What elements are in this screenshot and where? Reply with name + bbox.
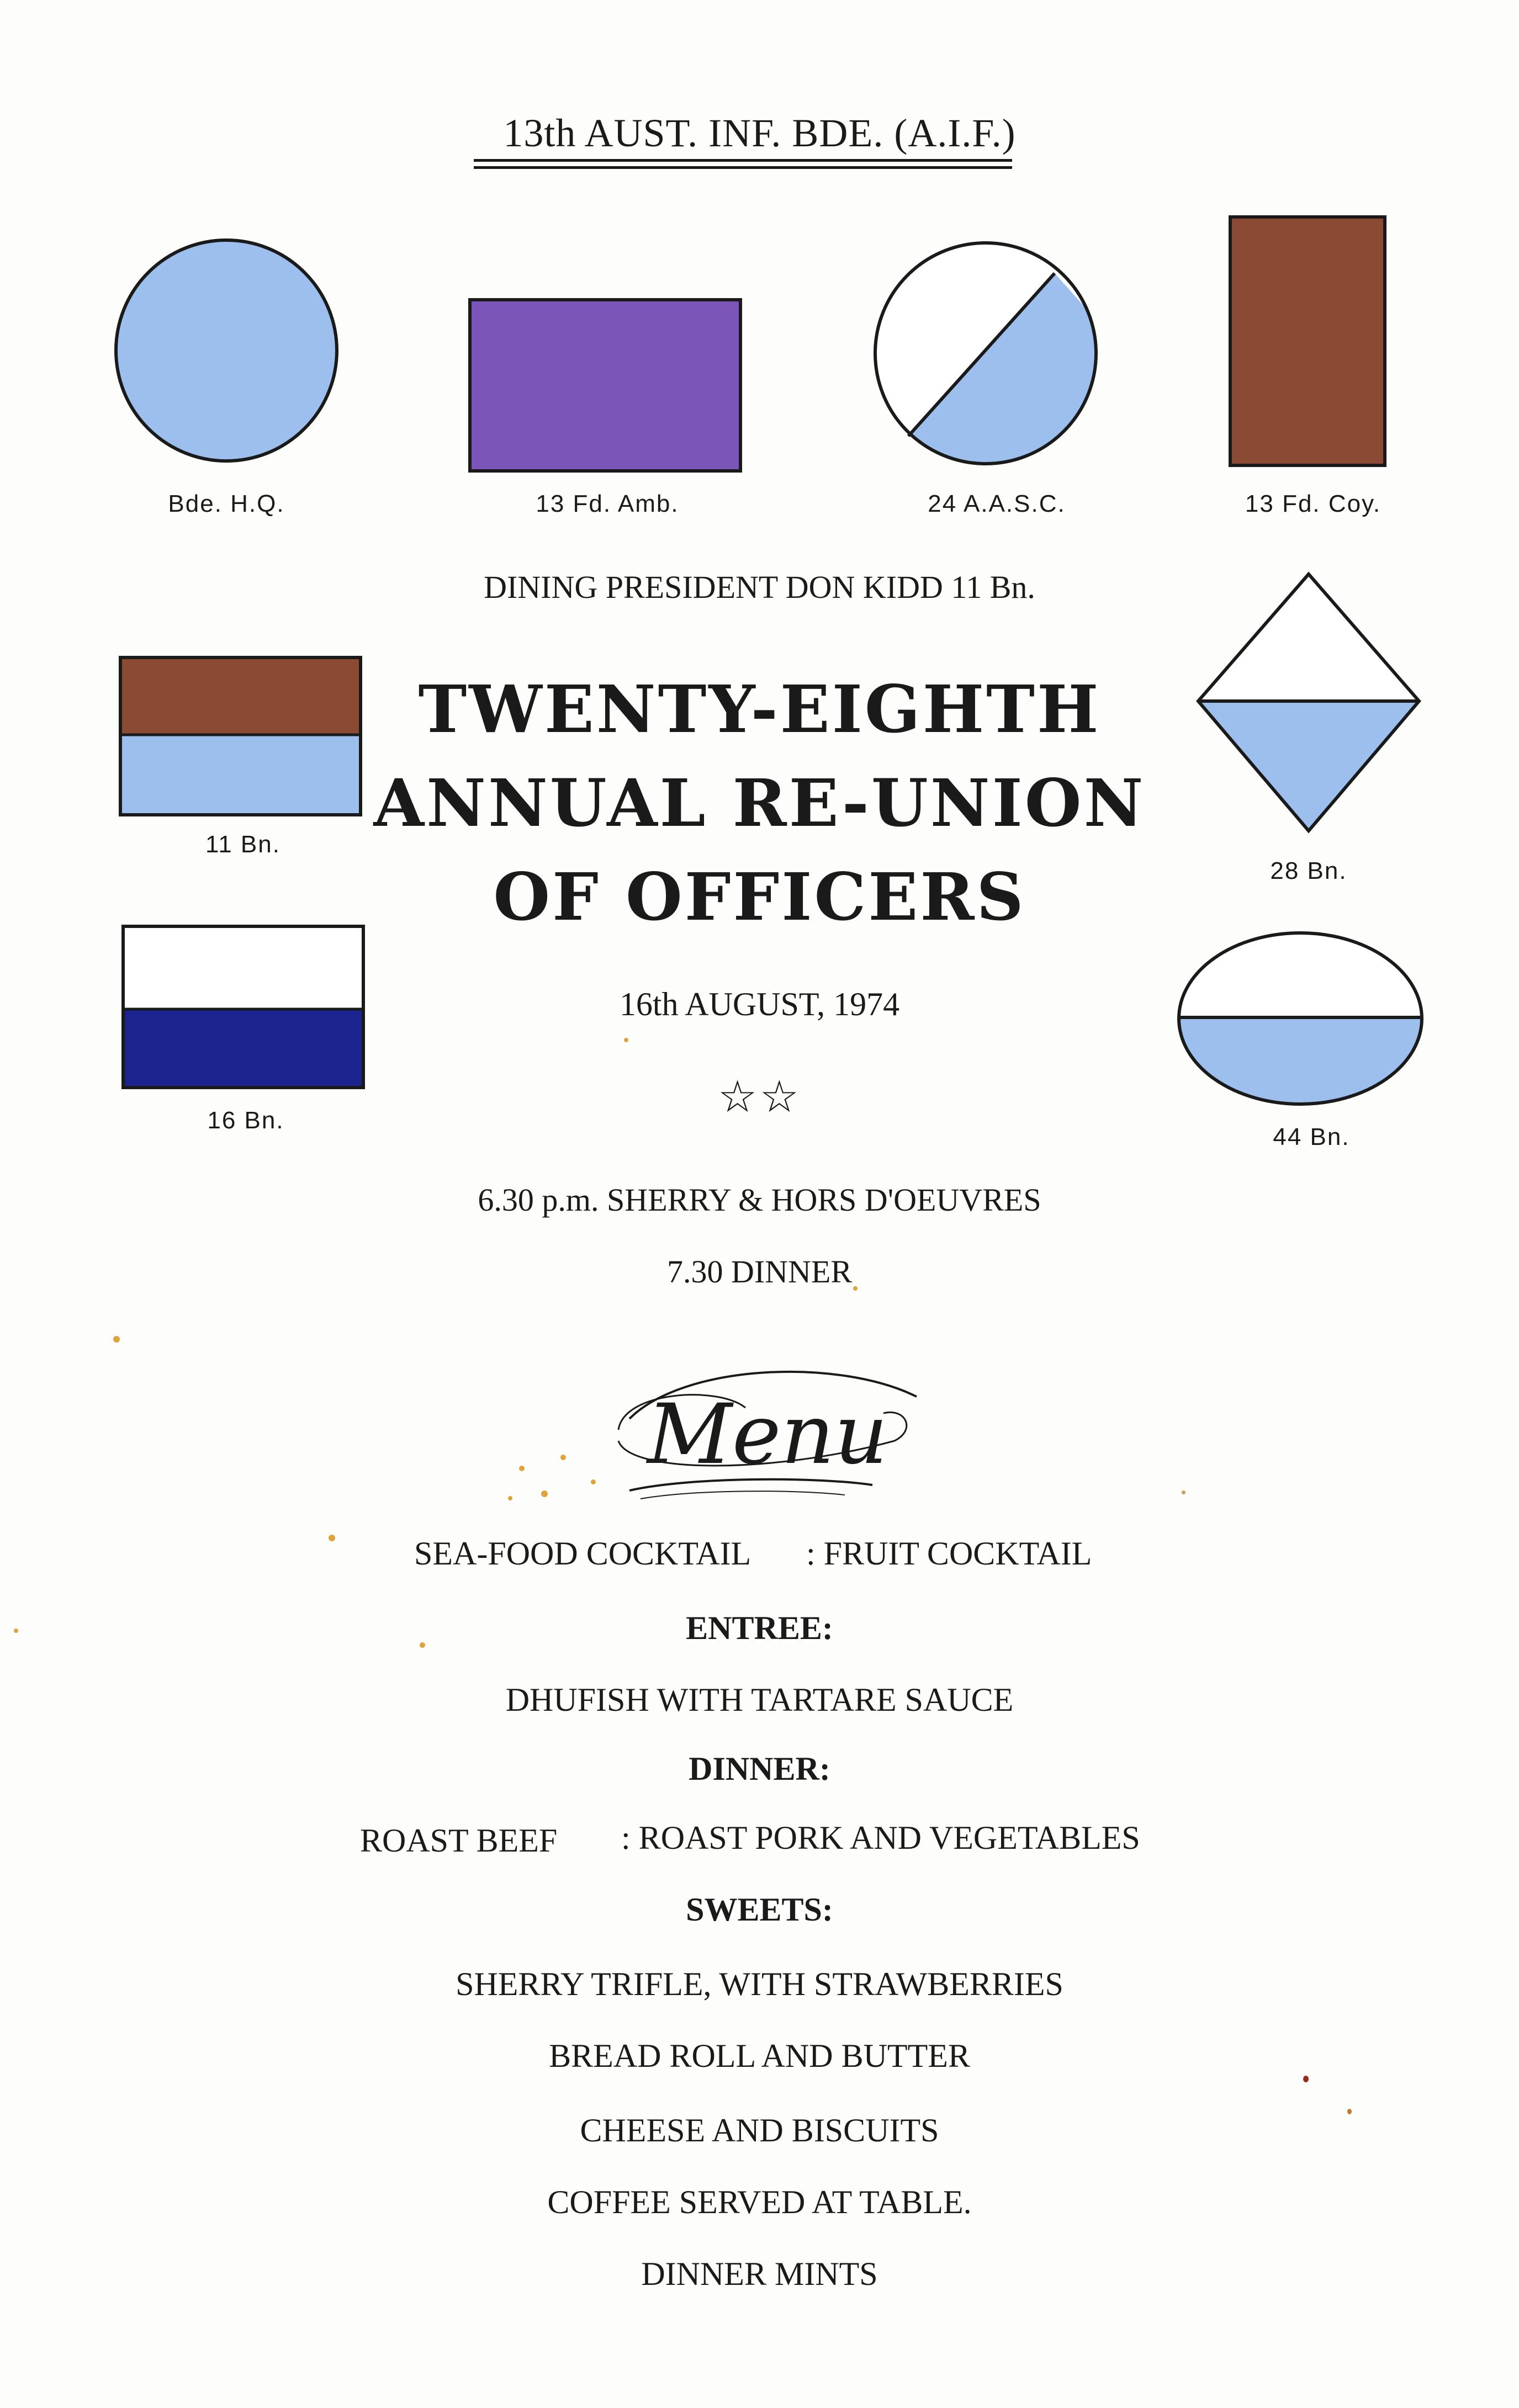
headline-line-3: OF OFFICERS bbox=[493, 858, 1026, 935]
sweets-item: BREAD ROLL AND BUTTER bbox=[549, 2038, 970, 2074]
bn11-label: 11 Bn. bbox=[205, 831, 280, 858]
menu-starter-left: SEA-FOOD COCKTAIL bbox=[414, 1535, 751, 1572]
schedule-dinner: 7.30 DINNER bbox=[666, 1254, 853, 1290]
sweets-item: SHERRY TRIFLE, WITH STRAWBERRIES bbox=[456, 1966, 1063, 2002]
stain-speck bbox=[624, 1038, 628, 1042]
stain-speck bbox=[14, 1629, 18, 1633]
stain-speck bbox=[591, 1479, 596, 1484]
stain-speck bbox=[560, 1455, 566, 1460]
fd-amb-badge bbox=[468, 298, 744, 475]
stain-speck bbox=[1303, 2076, 1309, 2082]
stain-speck bbox=[1347, 2109, 1352, 2114]
fd-coy-label: 13 Fd. Coy. bbox=[1245, 490, 1382, 517]
aasc-label: 24 A.A.S.C. bbox=[928, 490, 1066, 517]
dining-president: DINING PRESIDENT DON KIDD 11 Bn. bbox=[484, 569, 1035, 605]
bn28-label: 28 Bn. bbox=[1270, 857, 1347, 884]
sweets-item: CHEESE AND BISCUITS bbox=[580, 2112, 939, 2149]
stain-speck bbox=[420, 1642, 425, 1648]
stain-speck bbox=[853, 1286, 858, 1291]
bde-hq-badge bbox=[110, 235, 342, 466]
stain-speck bbox=[508, 1496, 512, 1500]
menu-script-text: Menu bbox=[647, 1387, 888, 1483]
bde-hq-label: Bde. H.Q. bbox=[168, 490, 285, 517]
entree-item: DHUFISH WITH TARTARE SAUCE bbox=[505, 1682, 1014, 1718]
headline-line-2: ANNUAL RE-UNION bbox=[373, 765, 1146, 841]
bn16-label: 16 Bn. bbox=[207, 1107, 284, 1134]
dinner-right: : ROAST PORK AND VEGETABLES bbox=[621, 1820, 1140, 1856]
brigade-title: 13th AUST. INF. BDE. (A.I.F.) bbox=[503, 111, 1016, 155]
stain-speck bbox=[541, 1491, 548, 1497]
dinner-heading: DINNER: bbox=[689, 1751, 830, 1787]
title-underline-top bbox=[474, 159, 1012, 162]
sweets-heading: SWEETS: bbox=[686, 1891, 833, 1928]
bn44-label: 44 Bn. bbox=[1273, 1123, 1350, 1150]
fd-coy-badge bbox=[1229, 215, 1389, 469]
schedule-sherry: 6.30 p.m. SHERRY & HORS D'OEUVRES bbox=[478, 1182, 1041, 1218]
sweets-item: COFFEE SERVED AT TABLE. bbox=[547, 2184, 972, 2220]
stain-speck bbox=[1182, 1491, 1185, 1494]
stain-speck bbox=[113, 1336, 120, 1343]
stars-ornament: ☆☆ bbox=[717, 1073, 802, 1122]
title-underline-bottom bbox=[474, 166, 1012, 169]
menu-script-title bbox=[607, 1347, 928, 1513]
stain-speck bbox=[519, 1466, 525, 1471]
aasc-badge bbox=[870, 237, 1102, 469]
dinner-left: ROAST BEEF bbox=[360, 1822, 558, 1859]
entree-heading: ENTREE: bbox=[686, 1610, 833, 1646]
event-date: 16th AUGUST, 1974 bbox=[619, 986, 900, 1022]
fd-amb-label: 13 Fd. Amb. bbox=[536, 490, 679, 517]
stain-speck bbox=[329, 1535, 335, 1541]
sweets-item: DINNER MINTS bbox=[641, 2256, 878, 2292]
headline-line-1: TWENTY-EIGHTH bbox=[418, 671, 1101, 747]
menu-starter-right: : FRUIT COCKTAIL bbox=[806, 1535, 1092, 1572]
